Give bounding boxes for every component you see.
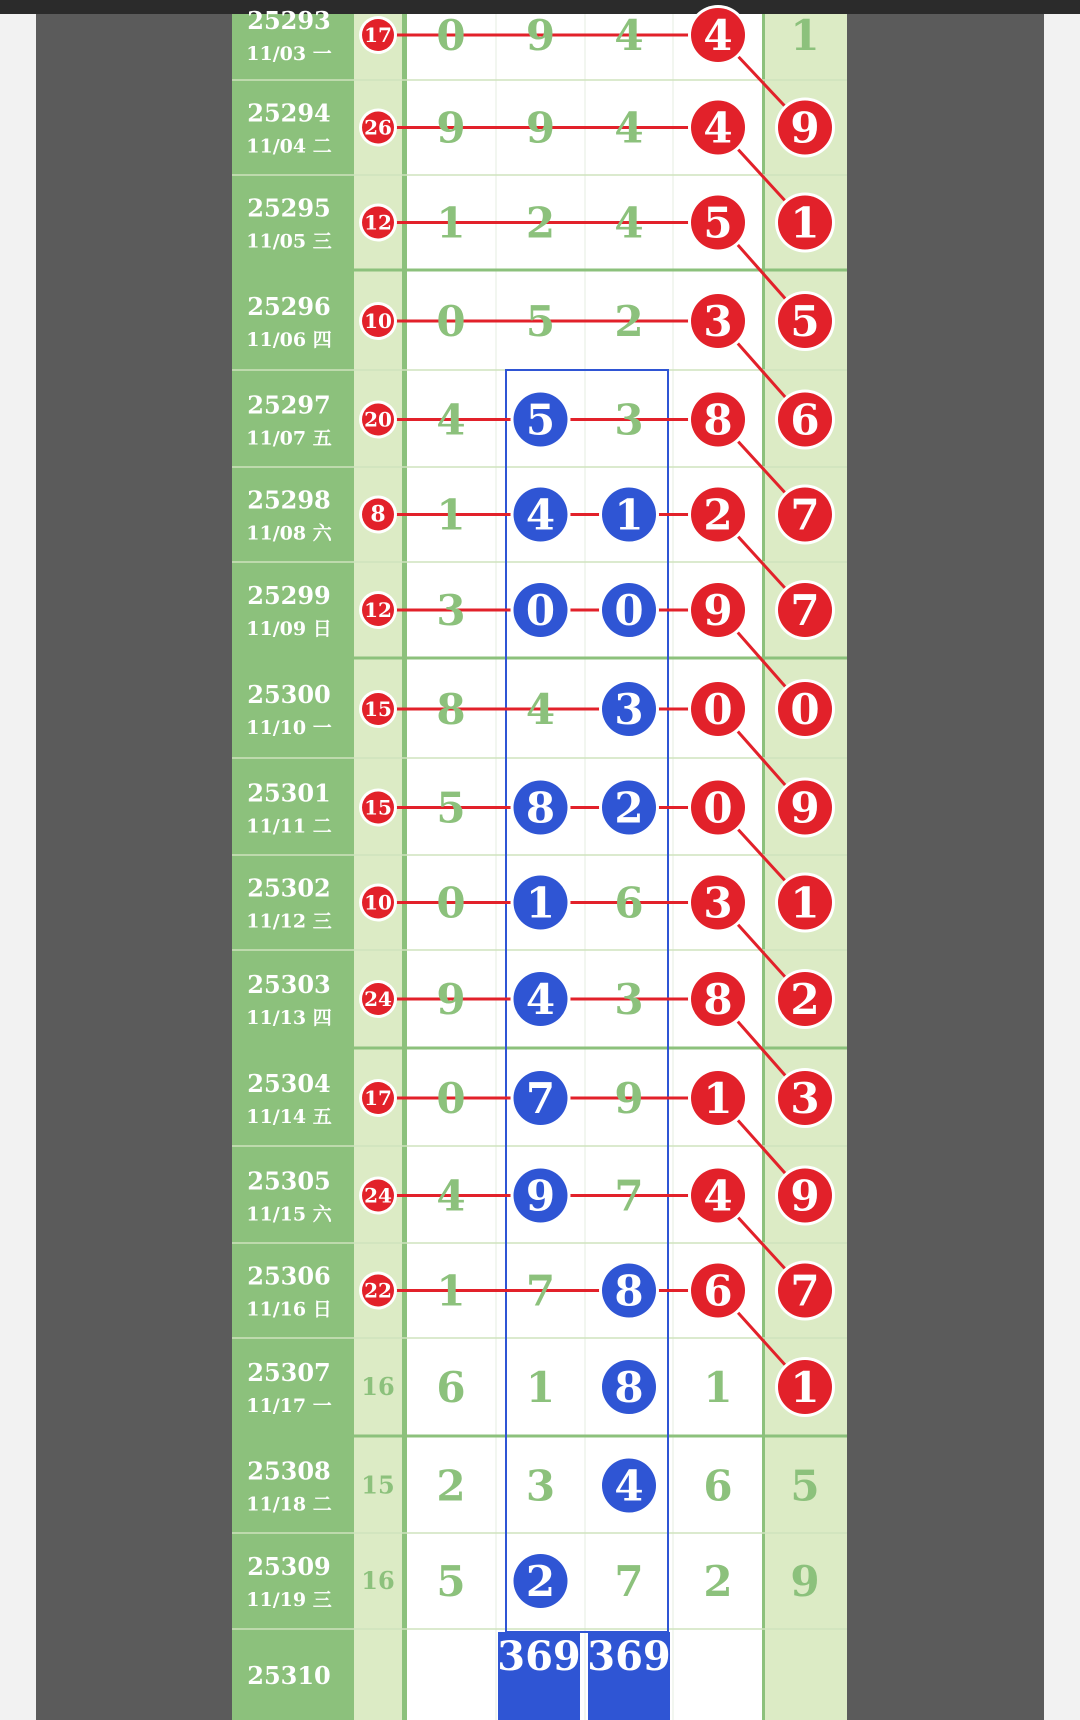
digit-value: 6 bbox=[614, 878, 644, 928]
digit-value: 6 bbox=[703, 1461, 733, 1511]
digit-value: 0 bbox=[703, 783, 733, 833]
digit-value: 2 bbox=[614, 783, 644, 833]
digit-value: 5 bbox=[436, 1557, 466, 1606]
digit-value: 9 bbox=[614, 1074, 644, 1123]
issue-date: 11/10 一 bbox=[246, 717, 332, 739]
digit-value: 7 bbox=[790, 490, 820, 540]
sum-value: 15 bbox=[364, 697, 392, 721]
digit-value: 2 bbox=[703, 1557, 733, 1606]
issue-number: 25298 bbox=[247, 485, 331, 515]
issue-date: 11/14 五 bbox=[246, 1106, 332, 1128]
issue-number: 25302 bbox=[247, 873, 331, 903]
issue-number: 25306 bbox=[247, 1261, 331, 1291]
issue-number: 25301 bbox=[247, 778, 331, 808]
digit-value: 4 bbox=[703, 1171, 733, 1221]
digit-value: 5 bbox=[436, 783, 466, 833]
issue-date: 11/18 二 bbox=[246, 1493, 332, 1516]
digit-value: 5 bbox=[790, 297, 820, 346]
issue-number: 25307 bbox=[247, 1358, 331, 1387]
digit-value: 4 bbox=[525, 685, 556, 734]
issue-date: 11/08 六 bbox=[246, 522, 332, 545]
digit-value: 6 bbox=[703, 1266, 733, 1316]
digit-value: 1 bbox=[436, 490, 466, 540]
digit-value: 1 bbox=[790, 198, 820, 248]
issue-date: 11/19 三 bbox=[246, 1589, 332, 1611]
prediction-value: 369 bbox=[497, 1633, 581, 1680]
digit-value: 8 bbox=[525, 783, 556, 833]
sum-value: 8 bbox=[370, 501, 386, 528]
digit-value: 8 bbox=[703, 975, 733, 1024]
digit-value: 2 bbox=[525, 1557, 556, 1606]
digit-value: 1 bbox=[790, 11, 820, 60]
issue-number: 25304 bbox=[247, 1069, 331, 1098]
digit-value: 9 bbox=[790, 783, 820, 833]
issue-number: 25303 bbox=[247, 970, 331, 999]
digit-value: 8 bbox=[703, 395, 733, 445]
digit-value: 1 bbox=[525, 878, 556, 928]
digit-value: 1 bbox=[436, 198, 466, 248]
digit-value: 9 bbox=[790, 103, 820, 153]
digit-value: 3 bbox=[436, 586, 466, 635]
digit-value: 7 bbox=[614, 1171, 644, 1221]
issue-date: 11/06 四 bbox=[246, 329, 332, 351]
sum-value: 10 bbox=[364, 309, 392, 333]
digit-value: 3 bbox=[525, 1461, 556, 1511]
digit-value: 1 bbox=[614, 490, 644, 540]
digit-value: 0 bbox=[436, 297, 466, 346]
issue-date: 11/17 一 bbox=[246, 1395, 332, 1417]
digit-value: 0 bbox=[436, 1074, 466, 1123]
digit-value: 7 bbox=[525, 1266, 556, 1316]
digit-value: 3 bbox=[614, 395, 644, 445]
digit-value: 2 bbox=[436, 1461, 466, 1511]
issue-date: 11/12 三 bbox=[246, 910, 332, 933]
sum-value: 17 bbox=[364, 23, 392, 47]
digit-value: 4 bbox=[614, 103, 644, 153]
digit-value: 7 bbox=[790, 586, 820, 635]
issue-number: 25295 bbox=[247, 193, 331, 223]
sum-value: 16 bbox=[361, 1566, 395, 1595]
digit-value: 4 bbox=[525, 975, 556, 1024]
digit-value: 5 bbox=[525, 395, 556, 445]
digit-value: 7 bbox=[614, 1557, 644, 1606]
sum-value: 24 bbox=[364, 987, 392, 1011]
issue-date: 11/09 日 bbox=[246, 618, 332, 640]
digit-value: 1 bbox=[790, 1363, 820, 1412]
digit-value: 9 bbox=[436, 103, 466, 153]
digit-value: 1 bbox=[525, 1363, 556, 1412]
digit-value: 0 bbox=[525, 586, 556, 635]
digit-value: 5 bbox=[525, 297, 556, 346]
digit-value: 9 bbox=[525, 1171, 556, 1221]
digit-value: 9 bbox=[525, 103, 556, 153]
digit-value: 1 bbox=[790, 878, 820, 928]
digit-value: 9 bbox=[790, 1171, 820, 1221]
sum-value: 10 bbox=[364, 890, 392, 915]
digit-value: 4 bbox=[703, 11, 733, 60]
digit-value: 2 bbox=[525, 198, 556, 248]
digit-value: 9 bbox=[790, 1557, 820, 1606]
digit-value: 4 bbox=[614, 1461, 644, 1511]
prediction-value: 369 bbox=[587, 1633, 671, 1680]
digit-value: 6 bbox=[436, 1363, 466, 1412]
digit-value: 9 bbox=[703, 586, 733, 635]
digit-value: 6 bbox=[790, 395, 820, 445]
digit-value: 8 bbox=[614, 1266, 644, 1316]
digit-value: 1 bbox=[436, 1266, 466, 1316]
sum-value: 20 bbox=[364, 407, 392, 432]
issue-date: 11/05 三 bbox=[246, 230, 332, 253]
issue-date: 11/07 五 bbox=[246, 427, 332, 450]
digit-value: 9 bbox=[436, 975, 466, 1024]
issue-number: 25305 bbox=[247, 1166, 331, 1196]
digit-value: 5 bbox=[703, 198, 733, 248]
issue-number: 25294 bbox=[247, 98, 331, 128]
digit-value: 3 bbox=[790, 1074, 820, 1123]
digit-value: 4 bbox=[436, 395, 466, 445]
digit-value: 3 bbox=[614, 685, 644, 734]
sum-value: 12 bbox=[364, 598, 392, 622]
issue-date: 11/13 四 bbox=[246, 1007, 332, 1029]
digit-value: 1 bbox=[703, 1074, 733, 1123]
digit-value: 2 bbox=[614, 297, 644, 346]
digit-value: 0 bbox=[614, 586, 644, 635]
digit-value: 0 bbox=[436, 878, 466, 928]
digit-value: 1 bbox=[703, 1363, 733, 1412]
digit-value: 3 bbox=[703, 878, 733, 928]
digit-value: 8 bbox=[614, 1363, 644, 1412]
issue-date: 11/16 日 bbox=[246, 1298, 332, 1321]
digit-value: 7 bbox=[525, 1074, 556, 1123]
issue-number: 25300 bbox=[247, 680, 331, 709]
digit-value: 0 bbox=[790, 685, 820, 734]
issue-number: 25299 bbox=[247, 581, 331, 610]
issue-number: 25310 bbox=[247, 1661, 331, 1690]
digit-value: 0 bbox=[436, 11, 466, 60]
sum-value: 12 bbox=[364, 210, 392, 235]
digit-value: 0 bbox=[703, 685, 733, 734]
issue-number: 25297 bbox=[247, 390, 331, 420]
issue-date: 11/11 二 bbox=[246, 815, 332, 838]
issue-number: 25309 bbox=[247, 1552, 331, 1581]
digit-value: 3 bbox=[703, 297, 733, 346]
digit-value: 5 bbox=[790, 1461, 820, 1511]
issue-number: 25296 bbox=[247, 292, 331, 321]
digit-value: 4 bbox=[525, 490, 556, 540]
issue-number: 25308 bbox=[247, 1456, 331, 1486]
digit-value: 9 bbox=[525, 11, 556, 60]
digit-value: 4 bbox=[436, 1171, 466, 1221]
sum-value: 26 bbox=[364, 115, 392, 140]
digit-value: 2 bbox=[703, 490, 733, 540]
sum-value: 17 bbox=[364, 1086, 392, 1110]
digit-value: 4 bbox=[614, 11, 644, 60]
sum-value: 24 bbox=[364, 1183, 392, 1208]
issue-date: 11/04 二 bbox=[246, 135, 332, 158]
sum-value: 15 bbox=[364, 795, 392, 820]
digit-value: 3 bbox=[614, 975, 644, 1024]
sum-value: 16 bbox=[361, 1372, 395, 1401]
sum-value: 15 bbox=[361, 1470, 395, 1500]
sum-value: 22 bbox=[364, 1278, 392, 1303]
issue-date: 11/15 六 bbox=[246, 1203, 332, 1226]
digit-value: 4 bbox=[614, 198, 644, 248]
issue-number: 25293 bbox=[247, 6, 331, 35]
digit-value: 2 bbox=[790, 975, 820, 1024]
digit-value: 7 bbox=[790, 1266, 820, 1316]
issue-date: 11/03 一 bbox=[246, 43, 332, 65]
digit-value: 8 bbox=[436, 685, 466, 734]
digit-value: 4 bbox=[703, 103, 733, 153]
